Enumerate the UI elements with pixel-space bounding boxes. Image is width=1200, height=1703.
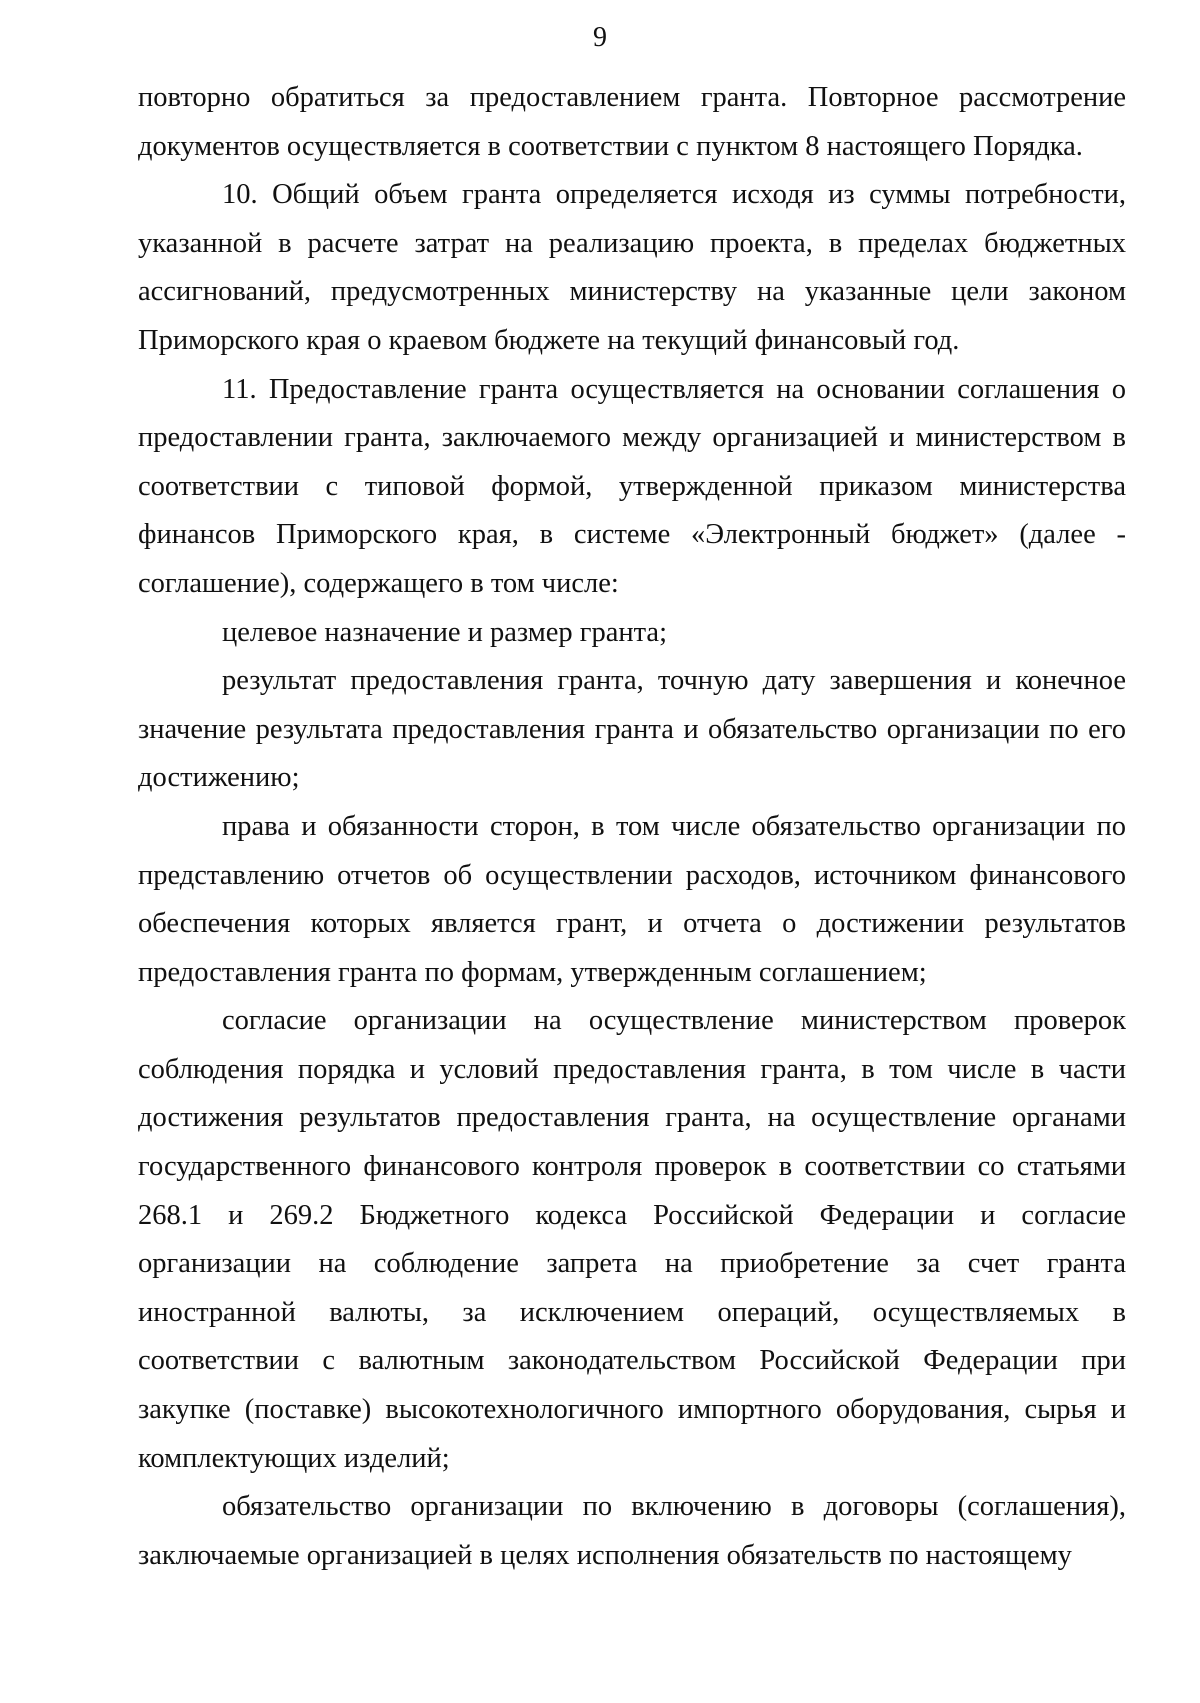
list-item-consent: согласие организации на осуществление министерством проверок соблюдения порядка и условий предоставления гранта, в том числе в части достижения результатов предоставления гранта, на осуществление органами государственного финансового контроля проверок в соответствии со статьями 268.1 и 269.2 Бюджетного кодекса Российской Федерации и согласие организации на соблюдение запрета на приобретение за счет гранта иностранной валюты, за исключением операций, осуществляемых в соответствии с валютным законодательством Российской Федерации при закупке (поставке) высокотехнологичного импортного оборудования, сырья и комплектующих изделий; (138, 1005, 1126, 1474)
list-item-rights: права и обязанности сторон, в том числе обязательство организации по представлению отчетов об осуществлении расходов, источником финансового обеспечения которых является грант, и отчета о достижении результатов предоставления гранта по формам, утвержденным соглашением; (138, 810, 1126, 988)
paragraph-10: 10. Общий объем гранта определяется исходя из суммы потребности, указанной в расчете затрат на реализацию проекта, в пределах бюджетных ассигнований, предусмотренных министерству на указанные цели законом Приморского края о краевом бюджете на текущий финансовый год. (138, 179, 1126, 356)
document-body (138, 74, 1126, 1580)
page-number: 9 (593, 22, 607, 53)
paragraph-11: 11. Предоставление гранта осуществляется на основании соглашения о предоставлении гранта, заключаемого между организацией и министерством в соответствии с типовой формой, утвержденной приказом министерства финансов Приморского края, в системе «Электронный бюджет» (далее - соглашение), содержащего в том числе: (138, 373, 1126, 599)
list-item-result: результат предоставления гранта, точную дату завершения и конечное значение результата предоставления гранта и обязательство организации по его достижению; (138, 665, 1126, 794)
list-item-obligation: обязательство организации по включению в договоры (соглашения), заключаемые организацией в целях исполнения обязательств по настоящему (138, 1491, 1126, 1571)
paragraph-continuation: повторно обратиться за предоставлением гранта. Повторное рассмотрение документов осуществляется в соответствии с пунктом 8 настоящего Порядка. (138, 82, 1126, 162)
list-item-purpose: целевое назначение и размер гранта; (222, 616, 667, 648)
